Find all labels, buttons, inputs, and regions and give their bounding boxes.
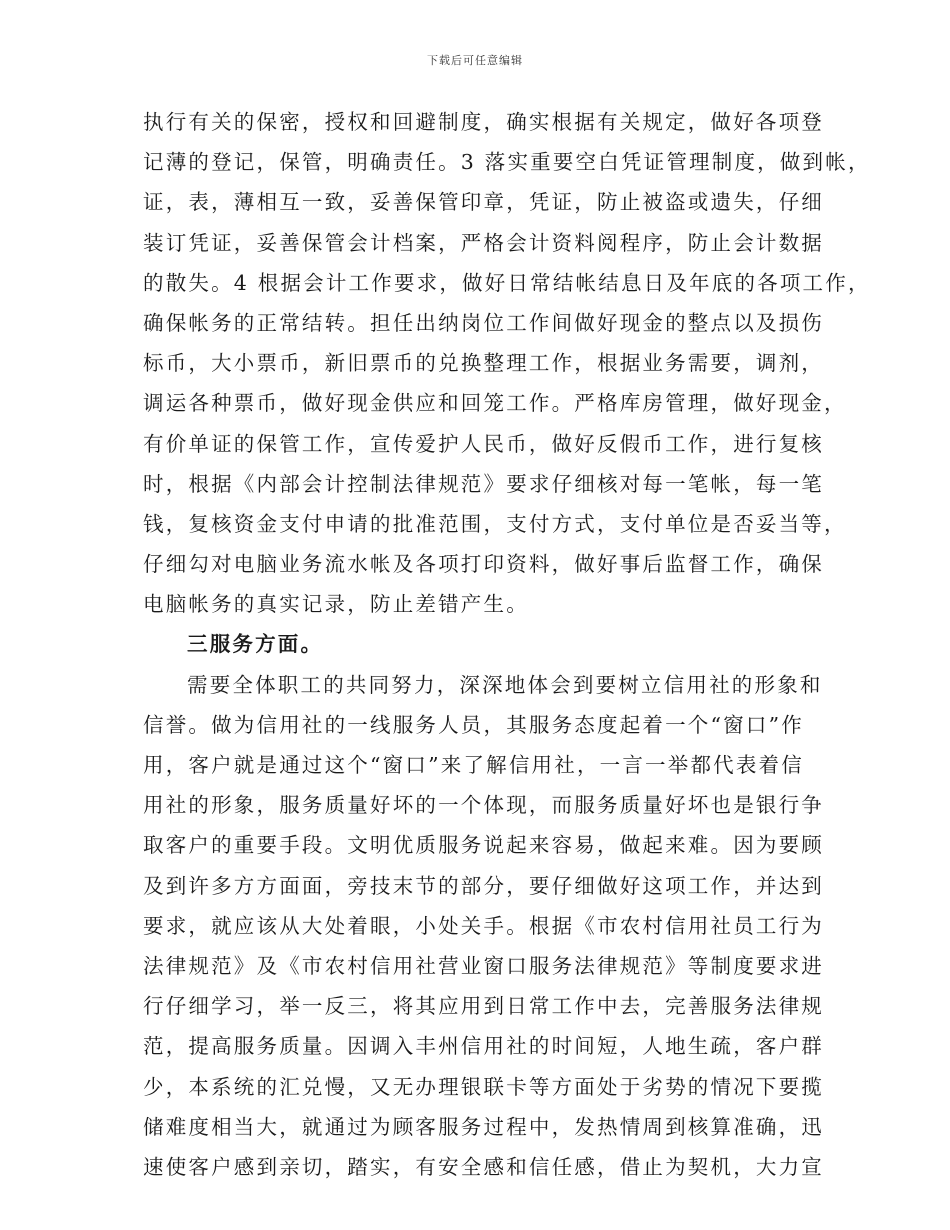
body-line: 行仔细学习，举一反三，将其应用到日常工作中去，完善服务法律规 — [143, 994, 824, 1019]
body-line: 时，根据《内部会计控制法律规范》要求仔细核对每一笔帐，每一笔 — [143, 471, 824, 496]
body-line: 及到许多方方面面，旁技末节的部分，要仔细做好这项工作，并达到 — [143, 873, 824, 898]
body-line: 法律规范》及《市农村信用社营业窗口服务法律规范》等制度要求进 — [143, 953, 824, 978]
body-line: 记薄的登记，保管，明确责任。3 落实重要空白凭证管理制度，做到帐， — [143, 150, 871, 175]
body-line: 装订凭证，妥善保管会计档案，严格会计资料阅程序，防止会计数据 — [143, 230, 824, 255]
body-line: 仔细勾对电脑业务流水帐及各项打印资料，做好事后监督工作，确保 — [143, 552, 824, 577]
body-line: 确保帐务的正常结转。担任出纳岗位工作间做好现金的整点以及损伤 — [143, 310, 824, 335]
body-line: 调运各种票币，做好现金供应和回笼工作。严格库房管理，做好现金， — [143, 391, 847, 416]
body-line: 要求，就应该从大处着眼，小处关手。根据《市农村信用社员工行为 — [143, 913, 824, 938]
body-line: 用，客户就是通过这个“窗口”来了解信用社，一言一举都代表着信 — [143, 753, 804, 777]
body-line: 信誉。做为信用社的一线服务人员，其服务态度起着一个“窗口”作 — [143, 712, 804, 737]
body-line: 用社的形象，服务质量好坏的一个体现，而服务质量好坏也是银行争 — [143, 793, 824, 818]
body-line: 证，表，薄相互一致，妥善保管印章，凭证，防止被盗或遗失，仔细 — [143, 190, 824, 215]
body-line: 储难度相当大，就通过为顾客服务过程中，发热情周到核算准确，迅 — [143, 1114, 824, 1139]
body-line: 需要全体职工的共同努力，深深地体会到要树立信用社的形象和 — [187, 672, 823, 697]
body-line: 少，本系统的汇兑慢，又无办理银联卡等方面处于劣势的情况下要揽 — [143, 1074, 824, 1099]
body-line: 标币，大小票币，新旧票币的兑换整理工作，根据业务需要，调剂， — [143, 351, 824, 376]
body-line: 钱，复核资金支付申请的批准范围，支付方式，支付单位是否妥当等， — [143, 511, 847, 536]
body-line: 的散失。4 根据会计工作要求，做好日常结帐结息日及年底的各项工作， — [143, 270, 871, 295]
page-header: 下载后可任意编辑 — [427, 54, 523, 67]
body-line: 有价单证的保管工作，宣传爱护人民币，做好反假币工作，进行复核 — [143, 431, 824, 456]
body-line: 电脑帐务的真实记录，防止差错产生。 — [143, 592, 529, 617]
body-line: 执行有关的保密，授权和回避制度，确实根据有关规定，做好各项登 — [143, 110, 824, 134]
section-heading: 三服务方面。 — [187, 632, 324, 657]
document-body — [143, 102, 871, 1187]
body-line: 取客户的重要手段。文明优质服务说起来容易，做起来难。因为要顾 — [143, 833, 824, 858]
body-line: 速使客户感到亲切，踏实，有安全感和信任感，借止为契机，大力宣 — [143, 1154, 824, 1179]
body-line: 范，提高服务质量。因调入丰州信用社的时间短，人地生疏，客户群 — [143, 1034, 824, 1059]
